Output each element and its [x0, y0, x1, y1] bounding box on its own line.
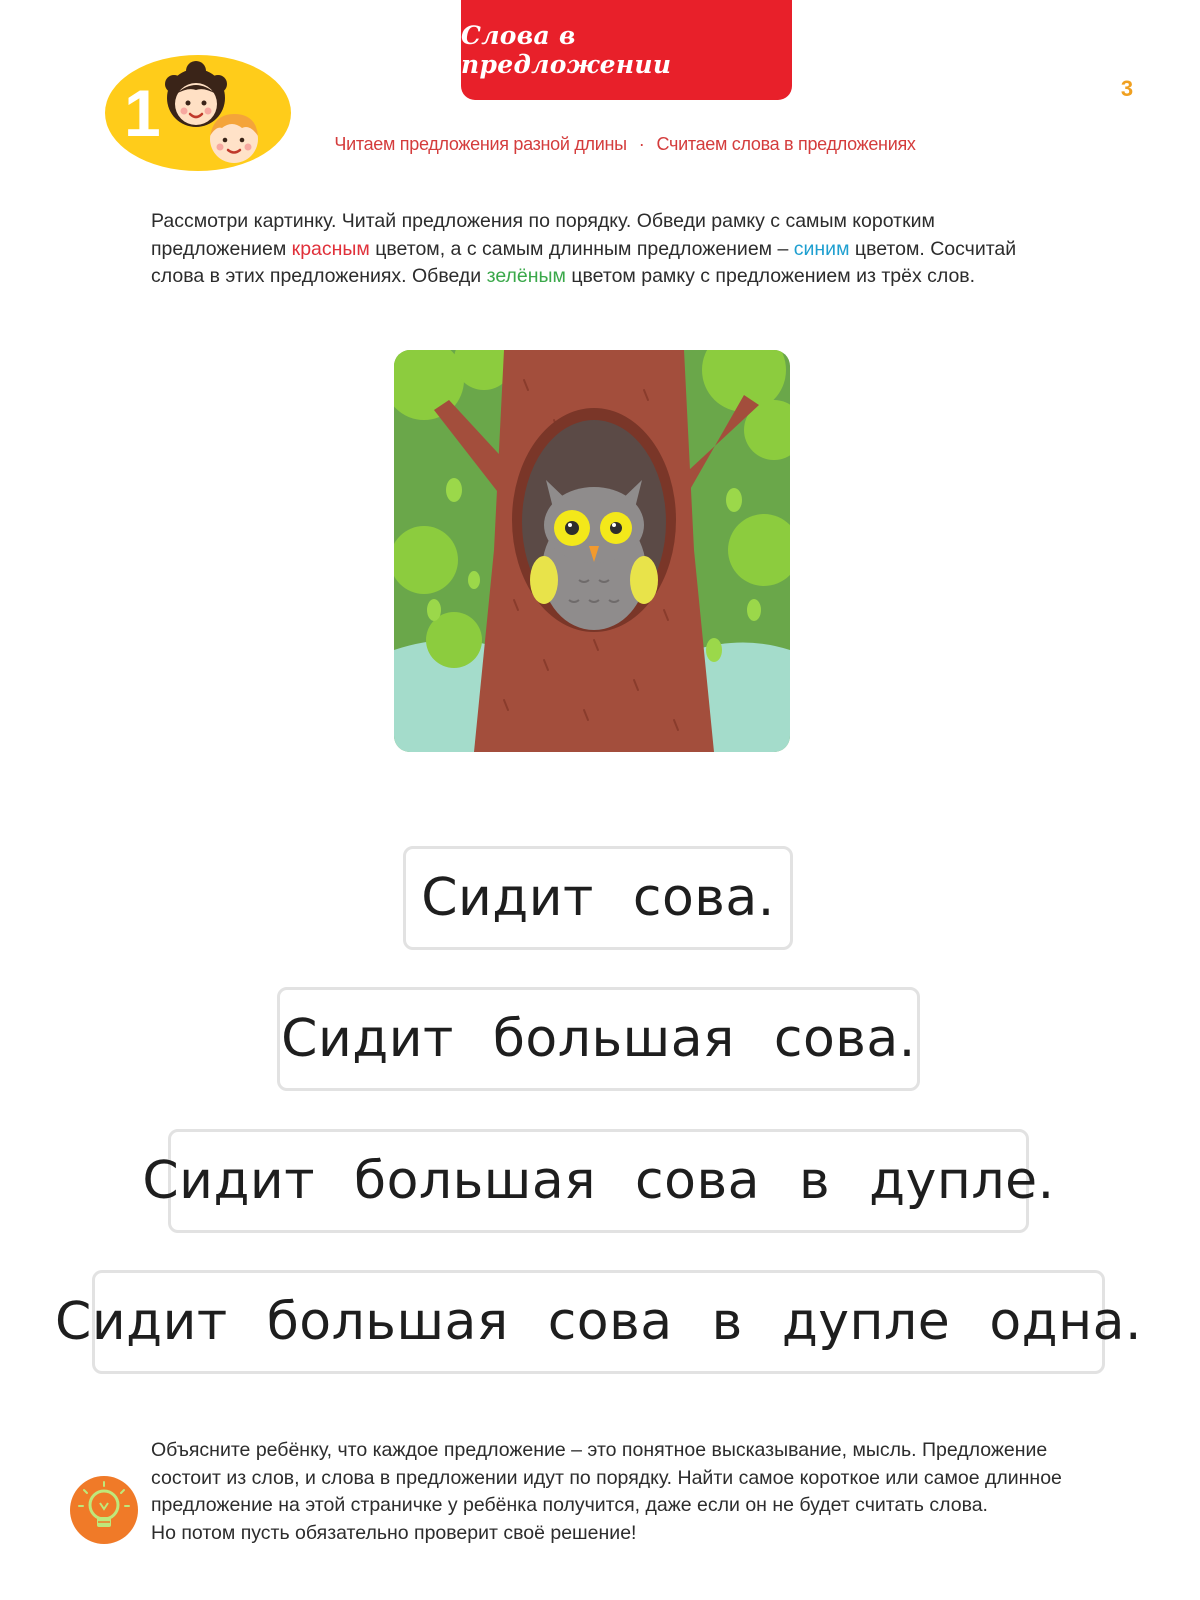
sentence-text-4: Сидит большая сова в дупле одна.	[55, 1292, 1142, 1352]
sentence-text-3: Сидит большая сова в дупле.	[142, 1151, 1055, 1211]
instruction-blue-word: синим	[793, 237, 850, 260]
instruction-text-3: цветом. Сосчитай слова в этих предложениях. Обведи	[151, 237, 1017, 287]
owl-in-tree-illustration	[394, 350, 790, 752]
sentence-frame-2[interactable]	[277, 987, 920, 1091]
lightbulb-icon	[70, 1476, 138, 1544]
page-title-tab	[461, 0, 792, 100]
instruction-text-1: Рассмотри картинку. Читай предложения по порядку. Обведи рамку с самым коротким предложением	[151, 210, 935, 260]
sentence-frame-3[interactable]	[142, 1129, 1055, 1233]
child-face-icon	[210, 114, 258, 163]
subtitle-right: Считаем слова в предложениях	[656, 134, 916, 154]
page-title: Слова в предложении	[461, 21, 672, 79]
tip-line-2: состоит из слов, и слова в предложении идут по порядку. Найти самое короткое или самое длинное	[151, 1466, 1062, 1489]
instruction-red-word: красным	[291, 237, 370, 260]
tip-line-3: предложение на этой страничке у ребёнка получится, даже если он не будет считать слова.	[151, 1494, 988, 1516]
task-instructions	[151, 208, 1031, 291]
sentence-frame-4[interactable]	[55, 1270, 1142, 1374]
topic-subtitles	[300, 134, 950, 155]
instruction-text-2: цветом, а с самым длинным предложением –	[369, 237, 794, 260]
instruction-green-word: зелёным	[486, 265, 566, 287]
tip-line-4: Но потом пусть обязательно проверит своё решение!	[151, 1521, 637, 1544]
level-logo	[104, 54, 292, 172]
parent-tip	[151, 1437, 1151, 1547]
tip-line-1: Объясните ребёнку, что каждое предложение – это понятное высказывание, мысль. Предложение	[151, 1439, 1048, 1461]
subtitle-left: Читаем предложения разной длины	[334, 134, 627, 154]
sentence-frame-1[interactable]	[403, 846, 793, 950]
sentence-text-2: Сидит большая сова.	[281, 1009, 916, 1069]
sentence-text-1: Сидит сова.	[421, 868, 775, 928]
page-number: 3	[1120, 76, 1134, 101]
instruction-text-4: цветом рамку с предложением из трёх слов.	[565, 265, 976, 287]
subtitle-separator: ·	[638, 134, 645, 154]
logo-number: 1	[124, 76, 161, 150]
